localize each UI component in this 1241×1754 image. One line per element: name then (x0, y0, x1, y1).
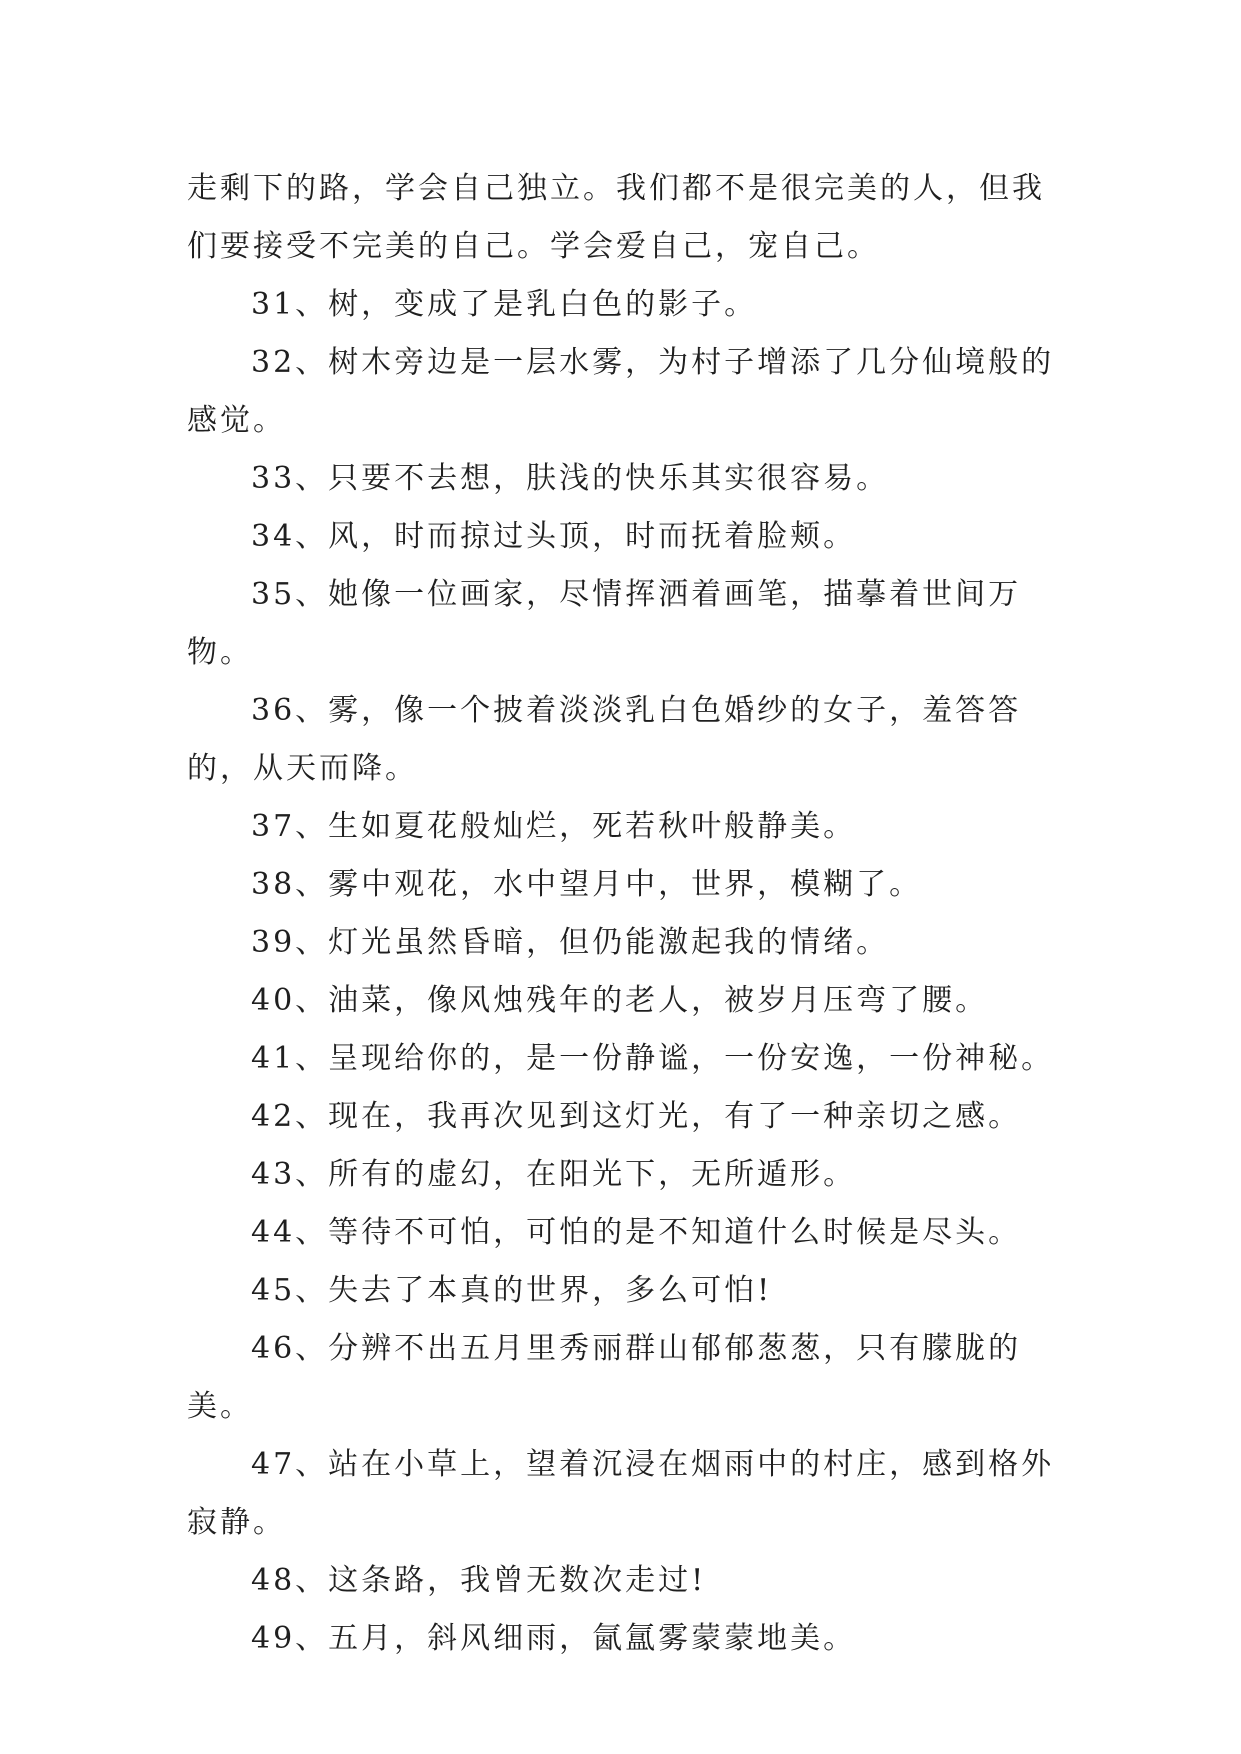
paragraph-33: 33、只要不去想，肤浅的快乐其实很容易。 (251, 461, 890, 496)
paragraph-47: 47、站在小草上，望着沉浸在烟雨中的村庄，感到格外寂静。 (187, 1447, 1055, 1540)
paragraph-44: 44、等待不可怕，可怕的是不知道什么时候是尽头。 (251, 1215, 1022, 1250)
paragraph-34: 34、风，时而掠过头顶，时而抚着脸颊。 (251, 519, 857, 554)
document-body (187, 160, 1067, 1668)
paragraph-31: 31、树，变成了是乳白色的影子。 (251, 287, 758, 322)
paragraph-39: 39、灯光虽然昏暗，但仍能激起我的情绪。 (251, 925, 890, 960)
paragraph-46: 46、分辨不出五月里秀丽群山郁郁葱葱，只有朦胧的美。 (187, 1331, 1022, 1424)
paragraph-32: 32、树木旁边是一层水雾，为村子增添了几分仙境般的感觉。 (187, 345, 1055, 438)
paragraph-35: 35、她像一位画家，尽情挥洒着画笔，描摹着世间万物。 (187, 577, 1022, 670)
paragraph-42: 42、现在，我再次见到这灯光，有了一种亲切之感。 (251, 1099, 1022, 1134)
paragraph-41: 41、呈现给你的，是一份静谧，一份安逸，一份神秘。 (251, 1041, 1055, 1076)
paragraph-36: 36、雾，像一个披着淡淡乳白色婚纱的女子，羞答答的，从天而降。 (187, 693, 1022, 786)
paragraph-38: 38、雾中观花，水中望月中，世界，模糊了。 (251, 867, 923, 902)
paragraph-37: 37、生如夏花般灿烂，死若秋叶般静美。 (251, 809, 857, 844)
paragraph-48: 48、这条路，我曾无数次走过! (251, 1563, 707, 1598)
paragraph-49: 49、五月，斜风细雨，氤氲雾蒙蒙地美。 (251, 1621, 857, 1656)
paragraph-40: 40、油菜，像风烛残年的老人，被岁月压弯了腰。 (251, 983, 989, 1018)
paragraph-43: 43、所有的虚幻，在阳光下，无所遁形。 (251, 1157, 857, 1192)
paragraph-continued: 走剩下的路，学会自己独立。我们都不是很完美的人，但我们要接受不完美的自己。学会爱自己，宠自己。 (187, 171, 1045, 264)
paragraph-45: 45、失去了本真的世界，多么可怕! (251, 1273, 773, 1308)
